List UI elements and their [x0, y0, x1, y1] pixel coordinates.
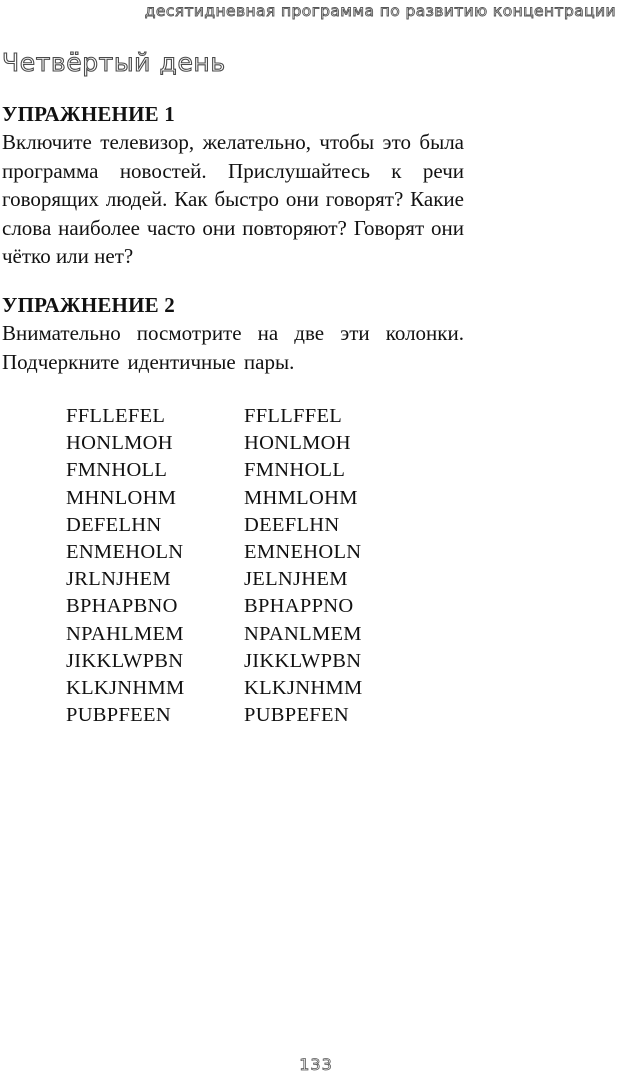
right-column-word: NPANLMEM: [244, 622, 362, 645]
right-column-word: FMNHOLL: [244, 459, 346, 482]
pair-row: [66, 675, 363, 702]
left-column-word: DEFELHN: [66, 513, 162, 536]
right-column-word: EMNEHOLN: [244, 540, 362, 563]
pair-row: [66, 621, 363, 648]
exercise-2: [2, 291, 464, 376]
running-header: десятидневная программа по развитию концентрации: [144, 2, 616, 20]
right-column-word: FFLLFFEL: [244, 405, 343, 427]
left-column-word: FMNHOLL: [66, 459, 168, 482]
pair-row: [66, 403, 363, 430]
left-column-word: FFLLEFEL: [66, 405, 166, 427]
letter-pairs-table: [66, 403, 363, 729]
right-column-word: KLKJNHMM: [244, 676, 363, 699]
left-column-word: PUBPFEEN: [66, 704, 171, 727]
pair-row: [66, 648, 363, 675]
left-column-word: BPHAPBNO: [66, 595, 178, 618]
right-column-word: PUBPEFEN: [244, 704, 349, 727]
pair-row: [66, 566, 363, 593]
right-column-word: HONLMOH: [244, 432, 351, 455]
right-column-word: DEEFLHN: [244, 513, 340, 536]
right-column-word: JIKKLWPBN: [244, 649, 362, 672]
left-column-word: NPAHLMEM: [66, 622, 184, 645]
pair-row: [66, 430, 363, 457]
right-column-word: BPHAPPNO: [244, 595, 354, 618]
right-column-word: JELNJHEM: [244, 568, 348, 591]
pair-row: [66, 539, 363, 566]
pair-row: [66, 485, 363, 512]
exercise-2-text: Внимательно посмотрите на две эти колонки. Подчеркните идентичные пары.: [2, 321, 464, 374]
left-column-word: ENMEHOLN: [66, 540, 184, 563]
exercise-1: [2, 100, 464, 271]
left-column-word: MHNLOHM: [66, 486, 177, 509]
pair-row: [66, 702, 363, 729]
exercise-1-heading: УПРАЖНЕНИЕ 1: [2, 102, 175, 126]
left-column-word: HONLMOH: [66, 432, 173, 455]
chapter-title: Четвёртый день: [2, 48, 226, 77]
pair-row: [66, 593, 363, 620]
right-column-word: MHMLOHM: [244, 486, 358, 509]
exercise-2-heading: УПРАЖНЕНИЕ 2: [2, 293, 175, 317]
left-column-word: KLKJNHMM: [66, 676, 185, 699]
left-column-word: JRLNJHEM: [66, 568, 171, 591]
pair-row: [66, 457, 363, 484]
pair-row: [66, 512, 363, 539]
exercise-1-text: Включите телевизор, желательно, чтобы это была программа новостей. Прислушайтесь к речи говорящих людей. Как быстро они говорят? Какие слова наиболее часто они повторяют? Говорят они чётко или нет?: [2, 130, 464, 268]
left-column-word: JIKKLWPBN: [66, 649, 184, 672]
page-number: 133: [299, 1055, 333, 1074]
